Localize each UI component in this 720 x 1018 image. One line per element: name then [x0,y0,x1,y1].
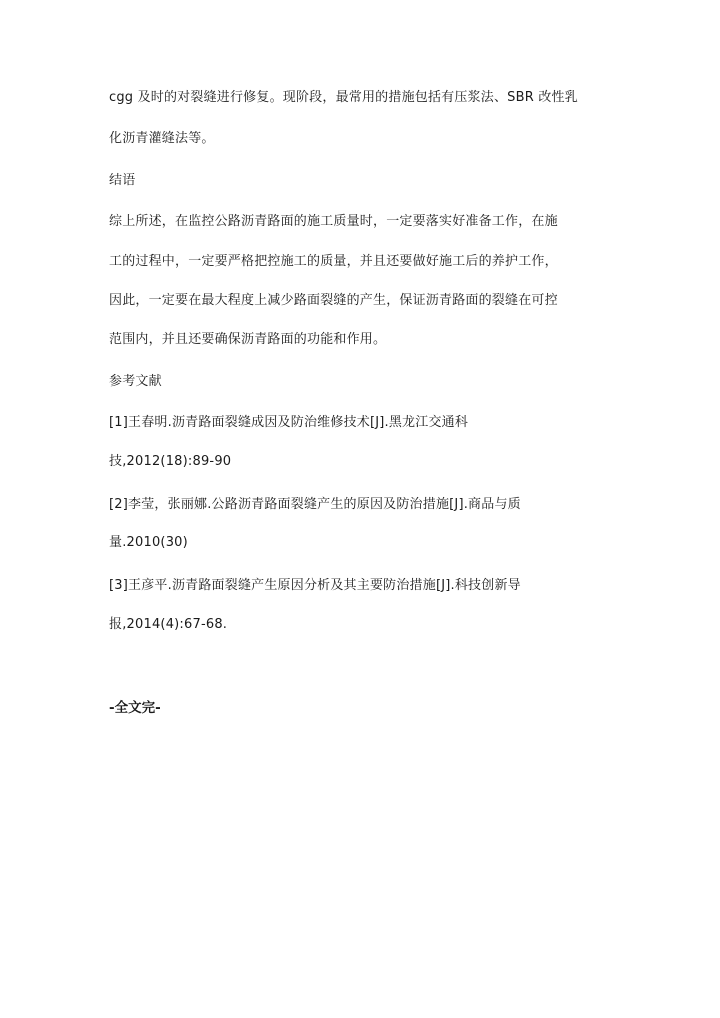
reference-2-line-1: [2]李莹，张丽娜.公路沥青路面裂缝产生的原因及防治措施[J].商品与质 [109,497,521,512]
conclusion-line-2: 工的过程中，一定要严格把控施工的质量，并且还要做好施工后的养护工作， [109,254,558,269]
end-mark: -全文完- [109,700,161,716]
conclusion-line-4: 范围内，并且还要确保沥青路面的功能和作用。 [109,332,387,347]
conclusion-line-1: 综上所述，在监控公路沥青路面的施工质量时，一定要落实好准备工作，在施 [109,214,558,229]
reference-3-line-1: [3]王彦平.沥青路面裂缝产生原因分析及其主要防治措施[J].科技创新导 [109,578,521,593]
references-heading: 参考文献 [109,374,162,389]
reference-1-line-2: 技,2012(18):89-90 [109,454,232,469]
reference-3-line-2: 报,2014(4):67-68. [109,617,228,632]
intro-line-1: cgg 及时的对裂缝进行修复。现阶段，最常用的措施包括有压浆法、SBR 改性乳 [109,90,578,105]
reference-1-line-1: [1]王春明.沥青路面裂缝成因及防治维修技术[J].黑龙江交通科 [109,415,469,430]
conclusion-heading: 结语 [109,173,136,188]
conclusion-line-3: 因此，一定要在最大程度上减少路面裂缝的产生，保证沥青路面的裂缝在可控 [109,293,558,308]
intro-line-2: 化沥青灌缝法等。 [109,131,215,146]
reference-2-line-2: 量.2010(30) [109,535,188,550]
